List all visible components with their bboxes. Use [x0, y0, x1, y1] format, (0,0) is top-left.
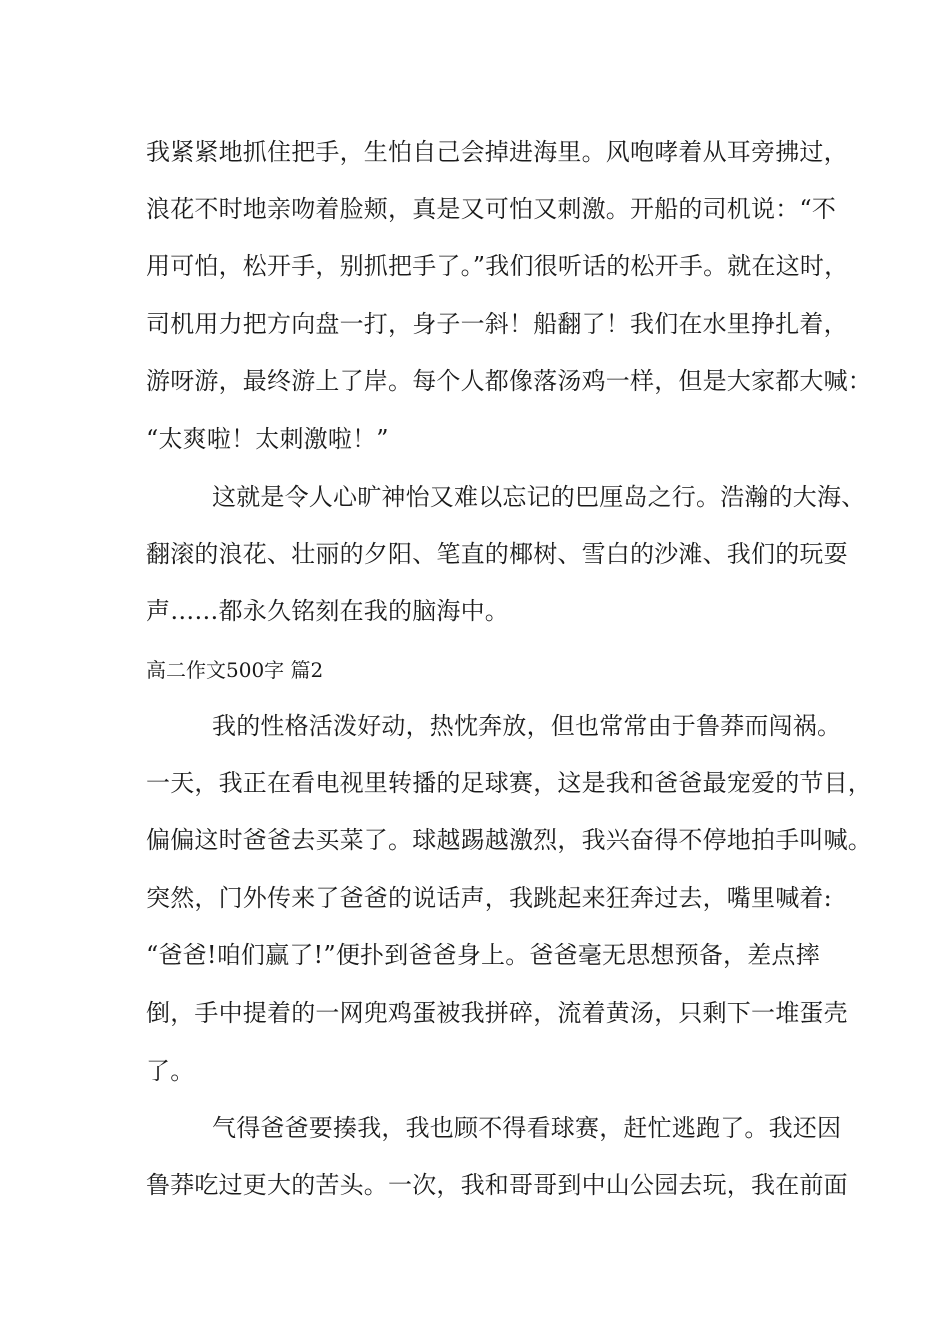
- text-line: 偏偏这时爸爸去买菜了。球越踢越激烈，我兴奋得不停地拍手叫喊。: [146, 826, 872, 854]
- section-heading: 高二作文500字 篇2: [146, 658, 324, 682]
- text-line: 司机用力把方向盘一打，身子一斜！船翻了！我们在水里挣扎着，: [146, 310, 848, 338]
- text-line: 翻滚的浪花、壮丽的夕阳、笔直的椰树、雪白的沙滩、我们的玩耍: [146, 540, 848, 568]
- text-line: 声……都永久铭刻在我的脑海中。: [146, 597, 509, 625]
- text-line: 突然，门外传来了爸爸的说话声，我跳起来狂奔过去，嘴里喊着:: [146, 884, 832, 912]
- text-line: 用可怕，松开手，别抓把手了。”我们很听话的松开手。就在这时，: [146, 252, 849, 280]
- text-line: 一天，我正在看电视里转播的足球赛，这是我和爸爸最宠爱的节目，: [146, 769, 872, 797]
- text-line: 我紧紧地抓住把手，生怕自己会掉进海里。风咆哮着从耳旁拂过，: [146, 138, 848, 166]
- text-line: 游呀游，最终游上了岸。每个人都像落汤鸡一样，但是大家都大喊：: [146, 367, 872, 395]
- paragraph-first-line: 这就是令人心旷神怡又难以忘记的巴厘岛之行。浩瀚的大海、: [212, 483, 866, 511]
- text-line: “爸爸!咱们赢了!”便扑到爸爸身上。爸爸毫无思想预备，差点摔: [146, 941, 820, 969]
- text-line: 了。: [146, 1057, 195, 1085]
- paragraph-first-line: 我的性格活泼好动，热忱奔放，但也常常由于鲁莽而闯祸。: [212, 712, 842, 740]
- text-line: 浪花不时地亲吻着脸颊，真是又可怕又刺激。开船的司机说：“不: [146, 195, 837, 223]
- paragraph-first-line: 气得爸爸要揍我，我也顾不得看球赛，赶忙逃跑了。我还因: [212, 1114, 842, 1142]
- text-line: 鲁莽吃过更大的苦头。一次，我和哥哥到中山公园去玩，我在前面: [146, 1171, 848, 1199]
- text-line: 倒，手中提着的一网兜鸡蛋被我拼碎，流着黄汤，只剩下一堆蛋壳: [146, 999, 848, 1027]
- text-line: “太爽啦！太刺激啦！”: [146, 425, 389, 453]
